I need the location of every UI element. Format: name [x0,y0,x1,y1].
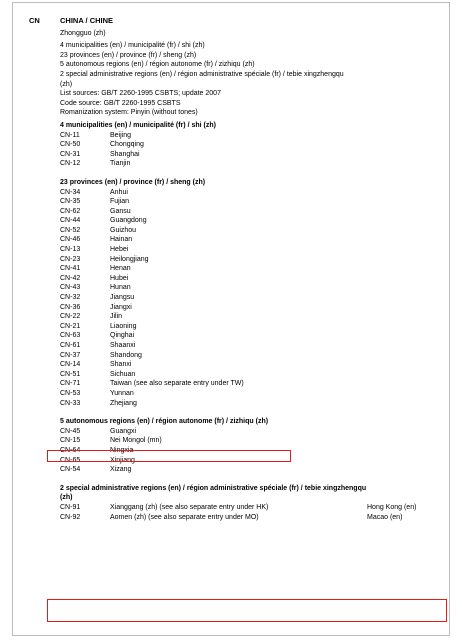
subdivision-name: Hainan [110,236,133,244]
subdivision-code: CN-31 [60,150,81,158]
summary-line: 5 autonomous regions (en) / région autonome (fr) / zizhiqu (zh) [60,61,255,69]
table-row [60,503,450,513]
summary-line: Romanization system: Pinyin (without tones) [60,109,198,117]
subdivision-name: Fujian [110,198,130,206]
table-row [60,235,450,245]
table-row [60,226,450,236]
subdivision-code: CN-62 [60,207,81,215]
table-row [60,159,450,169]
subdivision-code: CN-12 [60,160,81,168]
table-row [60,283,450,293]
table-row [60,131,450,141]
table-row [60,245,450,255]
subdivision-code: CN-14 [60,361,81,369]
subdivision-name: Jiangxi [110,303,132,311]
subdivision-code: CN-50 [60,141,81,149]
subdivision-code: CN-65 [60,456,81,464]
table-row [60,207,450,217]
subdivision-code: CN-11 [60,131,80,139]
subdivision-name: Qinghai [110,332,135,340]
table-row [60,303,450,313]
subdivision-name: Xizang [110,466,132,474]
subdivision-name: Liaoning [110,322,137,330]
sar-highlight-box [47,599,447,622]
table-row [60,427,450,437]
subdivision-name: Jiangsu [110,294,135,302]
subdivision-name: Hubei [110,274,129,282]
subdivision-name: Zhejiang [110,399,137,407]
table-row [60,465,450,475]
subdivision-code: CN-53 [60,389,81,397]
subdivision-name: Shaanxi [110,342,136,349]
subdivision-code: CN-32 [60,294,81,302]
subdivision-code: CN-71 [60,380,81,388]
subdivision-name: Jilin [110,313,123,321]
subdivision-code: CN-36 [60,303,81,311]
subdivision-name: Shandong [110,351,142,359]
table-row [60,370,450,380]
subdivision-code: CN-41 [60,265,81,273]
subdivision-name: Gansu [110,207,131,215]
table-row [60,331,450,341]
taiwan-highlight-box [47,450,291,462]
table-row [60,322,450,332]
subdivision-name: Shanxi [110,361,132,369]
table-row [60,293,450,303]
table-row [60,188,450,198]
subdivision-code: CN-51 [60,370,81,378]
table-row [60,389,450,399]
document-content [60,16,450,522]
subdivision-code: CN-33 [60,399,81,407]
subdivision-english-name: Macao (en) [367,513,403,521]
subdivision-code: CN-54 [60,466,81,474]
autonomous-regions-heading: 5 autonomous regions (en) / région autonome (fr) / zizhiqu (zh) [60,418,269,426]
provinces-heading: 23 provinces (en) / province (fr) / sheng (zh) [60,178,206,186]
subdivision-code: CN-37 [60,351,81,359]
subdivision-name: Sichuan [110,370,136,378]
subdivision-code: CN-92 [60,513,81,521]
country-code: CN [29,16,40,25]
subdivision-code: CN-63 [60,332,81,340]
subdivision-code: CN-52 [60,226,81,234]
subdivision-code: CN-44 [60,217,81,225]
subdivision-code: CN-15 [60,437,81,445]
table-row [60,399,450,409]
subdivision-code: CN-91 [60,503,81,511]
sar-heading: 2 special administrative regions (en) / région administrative spéciale (fr) / tebie xingzhengqu [60,484,367,492]
subdivision-name: Nei Mongol (mn) [110,437,162,445]
document-page [12,2,450,636]
subdivision-name: Guangxi [110,427,137,435]
table-row [60,312,450,322]
table-row [60,274,450,284]
subdivision-english-name: Hong Kong (en) [367,503,417,511]
summary-line: Code source: GB/T 2260-1995 CSBTS [60,99,181,107]
table-row [60,436,450,446]
subdivision-code: CN-34 [60,188,81,196]
table-row [60,341,450,351]
summary-line: 23 provinces (en) / province (fr) / sheng (zh) [60,51,197,59]
summary-block [60,41,450,118]
subdivision-name: Chongqing [110,141,144,149]
subdivision-name: Hunan [110,284,131,292]
summary-line: (zh) [60,80,73,88]
subdivision-code: CN-46 [60,236,81,244]
subdivision-code: CN-13 [60,246,81,254]
sar-heading-continued: (zh) [60,494,73,502]
summary-line: 4 municipalities (en) / municipalité (fr) / shi (zh) [60,42,205,50]
subdivision-code: CN-61 [60,342,81,349]
subdivision-code: CN-23 [60,255,81,263]
table-row [60,264,450,274]
subdivision-name: Anhui [110,188,128,196]
table-row [60,197,450,207]
subdivision-name: Guizhou [110,226,137,234]
local-name: Zhongguo (zh) [60,29,106,37]
subdivision-code: CN-45 [60,427,81,435]
subdivision-name: Heilongjiang [110,255,149,263]
subdivision-code: CN-42 [60,274,81,282]
municipalities-heading: 4 municipalities (en) / municipalité (fr) / shi (zh) [60,121,216,129]
table-row [60,140,450,150]
subdivision-code: CN-35 [60,198,81,206]
subdivision-name: Taiwan (see also separate entry under TW) [110,380,244,388]
country-title: CHINA / CHINE [60,16,114,25]
municipalities-list [60,131,450,169]
subdivision-name: Yunnan [110,389,134,397]
table-row [60,379,450,389]
subdivision-name: Xianggang (zh) (see also separate entry under HK) [110,503,269,511]
subdivision-code: CN-64 [60,446,81,454]
table-row [60,360,450,370]
table-row [60,216,450,226]
sar-list [60,503,450,522]
summary-line: List sources: GB/T 2260-1995 CSBTS; update 2007 [60,90,221,98]
provinces-list [60,188,450,409]
subdivision-code: CN-22 [60,313,81,321]
subdivision-name: Xinjiang [110,456,135,464]
subdivision-code: CN-43 [60,284,81,292]
subdivision-name: Guangdong [110,217,147,225]
subdivision-name: Ningxia [110,446,134,454]
table-row [60,513,450,523]
subdivision-name: Aomen (zh) (see also separate entry under MO) [110,513,259,521]
table-row [60,351,450,361]
subdivision-name: Hebei [110,246,129,254]
summary-line: 2 special administrative regions (en) / région administrative spéciale (fr) / tebie xingzhengqu [60,70,344,78]
table-row [60,150,450,160]
subdivision-name: Shanghai [110,150,140,158]
subdivision-code: CN-21 [60,322,81,330]
table-row [60,255,450,265]
subdivision-name: Tianjin [110,160,131,168]
subdivision-name: Henan [110,265,131,273]
subdivision-name: Beijing [110,131,132,139]
